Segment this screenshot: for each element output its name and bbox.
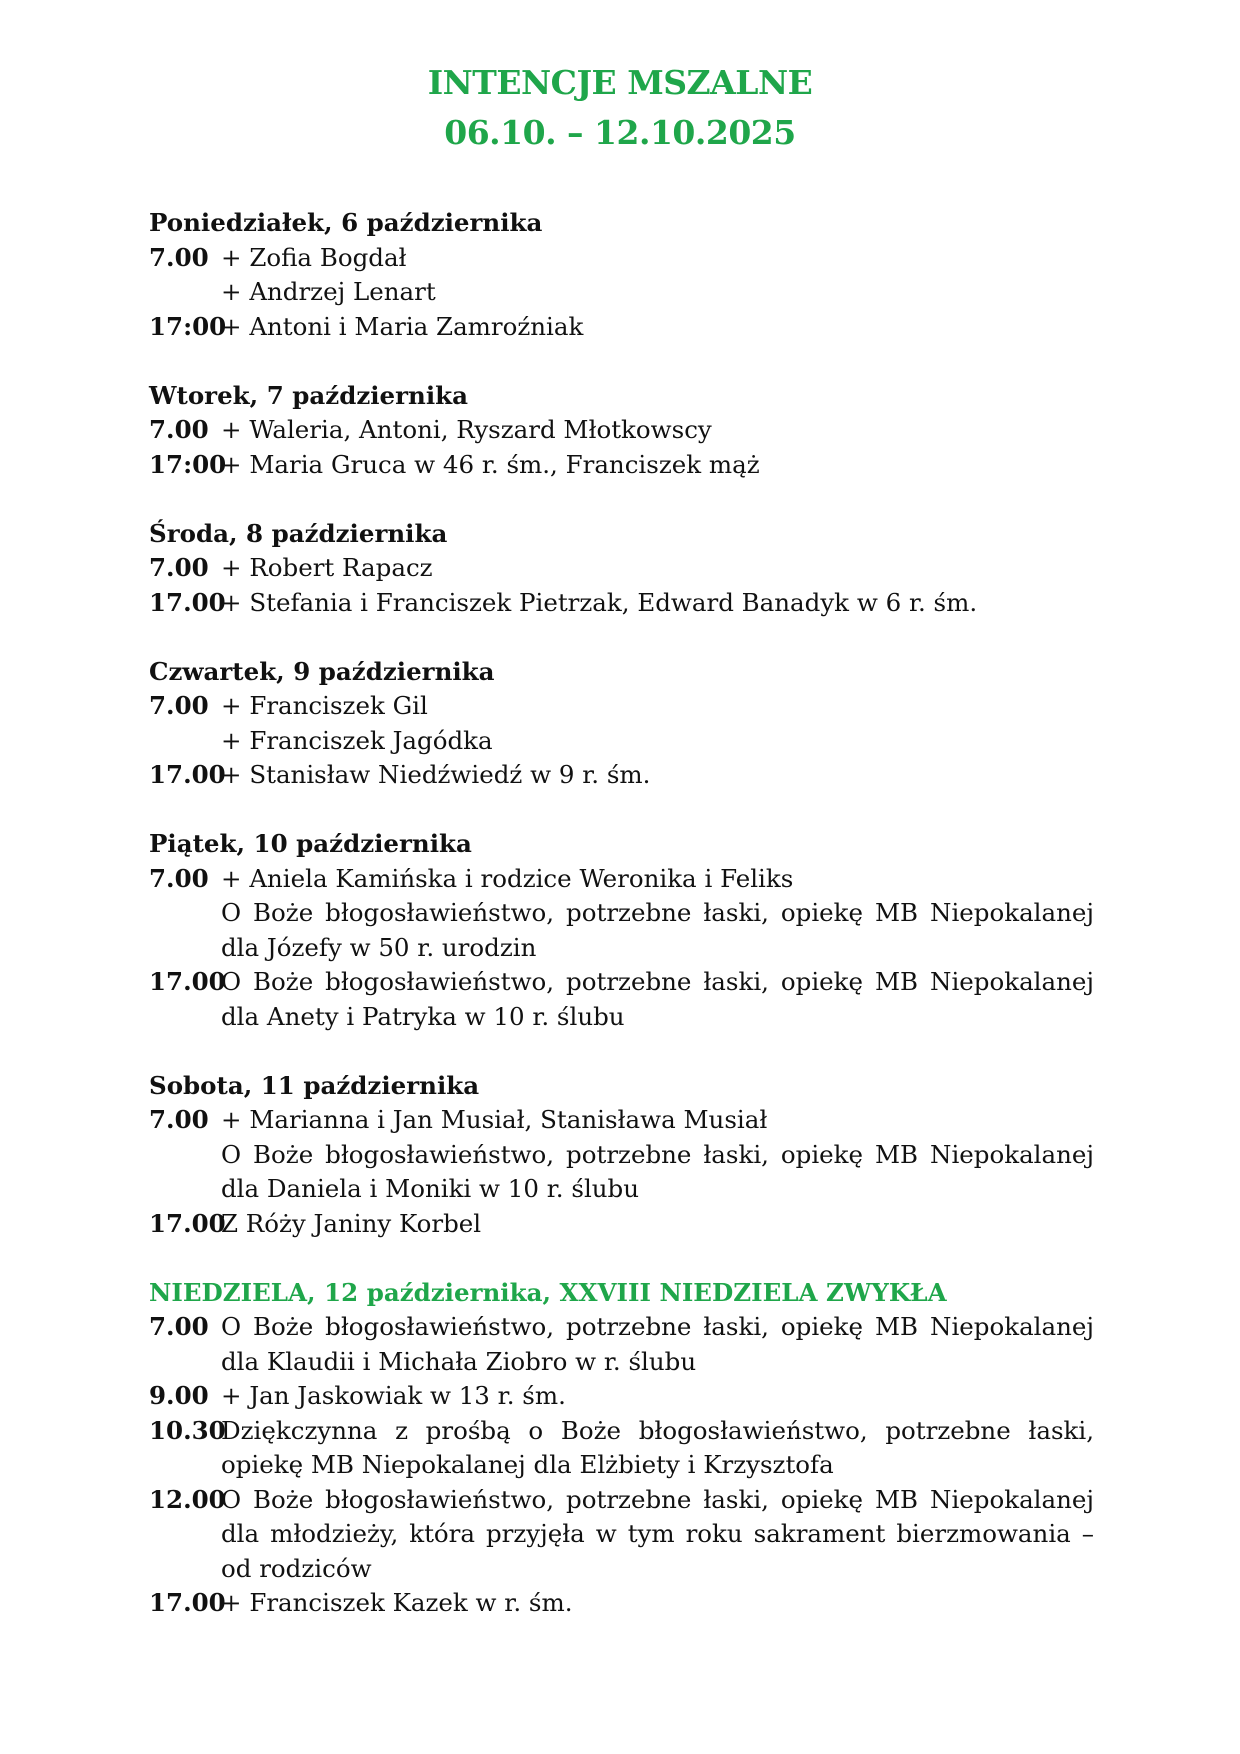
- intention-text: O Boże błogosławieństwo, potrzebne łaski, opiekę MB Niepokalanej dla Klaudii i Michała Ziobro w r. ślubu: [221, 1312, 1094, 1376]
- mass-time: 7.00: [149, 553, 209, 582]
- mass-intention: [149, 1586, 1094, 1621]
- mass-time: 17.00: [149, 967, 226, 996]
- intention-text: + Stanisław Niedźwiedź w 9 r. śm.: [221, 760, 651, 789]
- mass-intention: [149, 1483, 1094, 1587]
- day-heading: Środa, 8 października: [149, 518, 448, 548]
- mass-intention: [149, 310, 1094, 345]
- intention-text: + Aniela Kamińska i rodzice Weronika i Feliks: [221, 863, 794, 893]
- intention-text: + Waleria, Antoni, Ryszard Młotkowscy: [221, 415, 712, 444]
- day-section: [149, 1069, 1094, 1242]
- intention-text: Dziękczynna z prośbą o Boże błogosławieństwo, potrzebne łaski, opiekę MB Niepokalanej dla Elżbiety i Krzysztofa: [221, 1415, 1094, 1479]
- mass-time: 17.00: [149, 1208, 226, 1238]
- mass-time: 17.00: [149, 760, 226, 789]
- day-section: [149, 655, 1094, 793]
- mass-time: 17.00: [149, 587, 226, 617]
- title-line-1: INTENCJE MSZALNE: [427, 63, 813, 102]
- mass-intention: [149, 1207, 1094, 1242]
- intention-text: + Franciszek Kazek w r. śm.: [221, 1588, 573, 1617]
- mass-time: 17.00: [149, 1588, 226, 1617]
- mass-time: 17:00: [149, 311, 227, 341]
- mass-intention: [149, 862, 1094, 966]
- intention-text: + Maria Gruca w 46 r. śm., Franciszek mąż: [221, 449, 760, 479]
- day-section: [149, 379, 1094, 483]
- mass-intention: [149, 1414, 1094, 1483]
- intention-text: + Andrzej Lenart: [221, 277, 436, 306]
- intention-text: + Jan Jaskowiak w 13 r. śm.: [221, 1381, 566, 1410]
- mass-intention: [149, 1379, 1094, 1414]
- day-section: [149, 206, 1094, 344]
- mass-intention: [149, 448, 1094, 483]
- day-heading: Czwartek, 9 października: [149, 656, 495, 686]
- day-heading: Sobota, 11 października: [149, 1070, 480, 1100]
- mass-intention: [149, 551, 1094, 586]
- mass-time: 12.00: [149, 1484, 226, 1514]
- intentions-list: [149, 206, 1094, 1655]
- mass-time: 9.00: [149, 1381, 209, 1410]
- mass-time: 7.00: [149, 242, 209, 272]
- intention-text: + Robert Rapacz: [221, 553, 433, 582]
- intention-text: O Boże błogosławieństwo, potrzebne łaski, opiekę MB Niepokalanej dla Anety i Patryka w 10 r. ślubu: [221, 967, 1094, 1031]
- mass-time: 7.00: [149, 415, 209, 444]
- intention-text: O Boże błogosławieństwo, potrzebne łaski, opiekę MB Niepokalanej dla Józefy w 50 r. urodzin: [221, 898, 1094, 962]
- mass-intention: [149, 586, 1094, 621]
- page-title: [0, 58, 1240, 158]
- intention-text: + Antoni i Maria Zamroźniak: [221, 311, 584, 341]
- day-section: [149, 1276, 1094, 1621]
- day-heading: Wtorek, 7 października: [149, 380, 469, 410]
- mass-time: 10.30: [149, 1415, 226, 1445]
- mass-time: 17:00: [149, 449, 227, 479]
- intention-text: O Boże błogosławieństwo, potrzebne łaski, opiekę MB Niepokalanej dla Daniela i Moniki w 10 r. ślubu: [221, 1139, 1094, 1203]
- intention-text: + Franciszek Jagódka: [221, 725, 493, 755]
- intention-text: + Zofia Bogdał: [221, 242, 407, 272]
- mass-intention: [149, 1310, 1094, 1379]
- intention-text: Z Róży Janiny Korbel: [221, 1208, 482, 1238]
- mass-intention: [149, 413, 1094, 448]
- day-section: [149, 827, 1094, 1034]
- mass-intention: [149, 758, 1094, 793]
- intention-text: O Boże błogosławieństwo, potrzebne łaski, opiekę MB Niepokalanej dla młodzieży, która przyjęła w tym roku sakrament bierzmowania – od rodziców: [221, 1484, 1094, 1583]
- mass-time: 7.00: [149, 863, 209, 893]
- day-heading: Poniedziałek, 6 października: [149, 208, 543, 237]
- mass-intention: [149, 241, 1094, 310]
- day-heading: Piątek, 10 października: [149, 829, 472, 858]
- intention-text: + Franciszek Gil: [221, 691, 428, 720]
- intention-text: + Stefania i Franciszek Pietrzak, Edward Banadyk w 6 r. śm.: [221, 587, 978, 617]
- mass-time: 7.00: [149, 1105, 209, 1134]
- mass-time: 7.00: [149, 691, 209, 720]
- day-heading: NIEDZIELA, 12 października, XXVIII NIEDZIELA ZWYKŁA: [149, 1277, 947, 1307]
- title-line-2: 06.10. – 12.10.2025: [444, 113, 796, 152]
- mass-intention: [149, 965, 1094, 1034]
- intention-text: + Marianna i Jan Musiał, Stanisława Musiał: [221, 1105, 768, 1134]
- mass-intention: [149, 689, 1094, 758]
- day-section: [149, 517, 1094, 621]
- mass-time: 7.00: [149, 1312, 209, 1341]
- mass-intention: [149, 1103, 1094, 1207]
